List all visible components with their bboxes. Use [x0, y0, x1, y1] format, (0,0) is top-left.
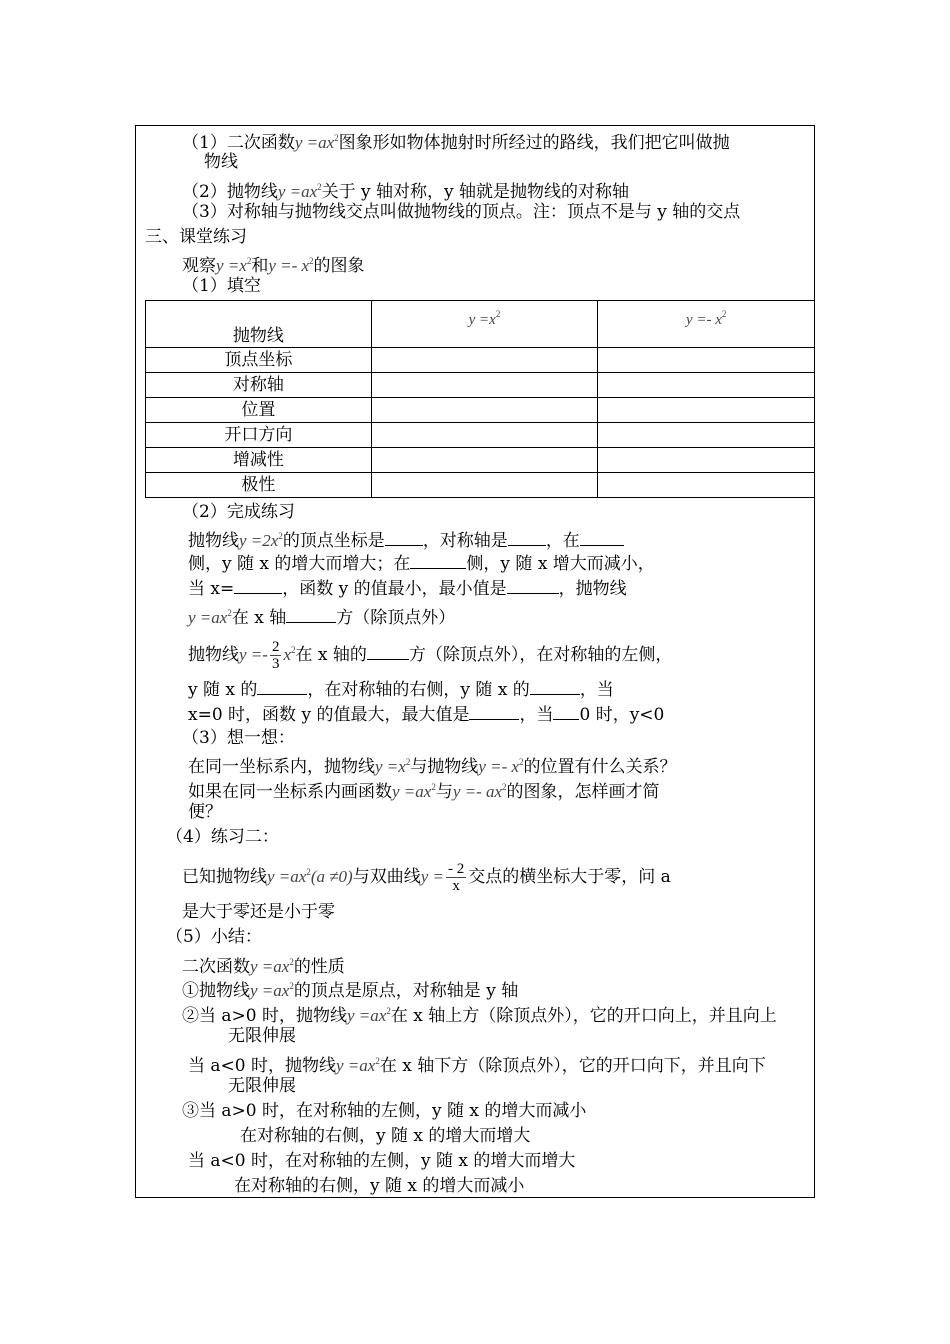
fraction: $\frac{2}{3}$ [271, 639, 280, 672]
table-row-label: 增减性 [146, 448, 372, 473]
ex5-line-2c: 无限伸展 [228, 1026, 296, 1046]
ex3-line-c: 便？ [188, 802, 222, 822]
blank[interactable] [234, 577, 282, 594]
text: （1）二次函数 [182, 133, 295, 153]
table-header-y-neg-x2: $y =- x^2$ [598, 301, 815, 348]
condition: (a ≠0) [310, 867, 353, 886]
section-heading: 三、课堂练习 [145, 227, 247, 247]
blank[interactable] [257, 678, 307, 695]
ex5-line-2: ②当 a>0 时，抛物线$y =ax^2$在 x 轴上方（除顶点外），它的开口向上，并且向上 [182, 1006, 777, 1026]
blank[interactable] [286, 606, 336, 623]
table-row-label: 位置 [146, 398, 372, 423]
ex5-line-3: 当 a<0 时，抛物线$y =ax^2$在 x 轴下方（除顶点外），它的开口向下，并且向下 [188, 1056, 766, 1076]
fraction: $\frac{- 2}{x}$ [448, 861, 465, 894]
ex5-line-6: 当 a<0 时，在对称轴的左侧，y 随 x 的增大而增大 [188, 1151, 576, 1171]
table-cell[interactable] [371, 423, 598, 448]
ex2-line-g: x=0 时，函数 y 的值最大，最大值是 ，当 0 时，y<0 [188, 705, 665, 725]
blank[interactable] [580, 529, 624, 546]
table-cell[interactable] [598, 398, 815, 423]
table-cell[interactable] [598, 423, 815, 448]
blank[interactable] [469, 703, 519, 720]
table-header-parabola: 抛物线 [146, 301, 372, 348]
ex3-label: （3）想一想： [182, 728, 295, 748]
ex5-label: （5）小结： [166, 927, 262, 947]
table-cell[interactable] [371, 348, 598, 373]
blank[interactable] [507, 577, 559, 594]
table-cell[interactable] [598, 373, 815, 398]
ex5-line-0: 二次函数$y =ax^2$的性质 [182, 957, 345, 977]
intro-line-1b: 物线 [204, 152, 238, 172]
blank[interactable] [508, 529, 546, 546]
blank[interactable] [553, 703, 579, 720]
intro-line-1 [182, 127, 730, 154]
blank[interactable] [530, 678, 580, 695]
ex3-line-a: 在同一坐标系内，抛物线$y =x^2$与抛物线$y =- x^2$的位置有什么关系？ [188, 757, 677, 777]
ex2-label: （2）完成练习 [182, 502, 295, 522]
ex4-line-a: 已知抛物线$y =ax^2(a \ne 0)$与双曲线y = $\frac{- 2}{x}$ 交点的横坐标大于零，问 a [182, 861, 671, 894]
table-cell[interactable] [598, 473, 815, 498]
table-row-label: 对称轴 [146, 373, 372, 398]
table-row-label: 极性 [146, 473, 372, 498]
ex4-label: （4）练习二： [166, 827, 279, 847]
blank[interactable] [385, 529, 423, 546]
ex2-line-e: 抛物线y =- $\frac{2}{3}$ $x^2$在 x 轴的 方（除顶点外），在对称轴的左侧， [188, 639, 673, 672]
table-cell[interactable] [371, 473, 598, 498]
blank[interactable] [410, 552, 466, 569]
table-cell[interactable] [598, 448, 815, 473]
intro-line-3: （3）对称轴与抛物线交点叫做抛物线的顶点。注：顶点不是与 y 轴的交点 [182, 202, 741, 222]
table-row-label: 顶点坐标 [146, 348, 372, 373]
ex5-line-7: 在对称轴的右侧，y 随 x 的增大而减小 [234, 1176, 525, 1196]
ex2-line-c: 当 x= ，函数 y 的值最小，最小值是 ，抛物线 [188, 579, 627, 599]
table-header-y-x2: $y =x^2$ [371, 301, 598, 348]
table-cell[interactable] [371, 448, 598, 473]
ex4-line-b: 是大于零还是小于零 [182, 902, 335, 922]
table-cell[interactable] [371, 398, 598, 423]
fill-table [145, 300, 815, 498]
ex5-line-3c: 无限伸展 [228, 1076, 296, 1096]
fill-label: （1）填空 [182, 276, 261, 296]
ex5-line-1: ①抛物线$y =ax^2$的顶点是原点，对称轴是 y 轴 [182, 981, 519, 1001]
table-row-label: 开口方向 [146, 423, 372, 448]
table-cell[interactable] [371, 373, 598, 398]
ex5-line-4: ③当 a>0 时，在对称轴的左侧，y 随 x 的增大而减小 [182, 1101, 587, 1121]
blank[interactable] [367, 643, 409, 660]
ex2-line-b: 侧，y 随 x 的增大而增大；在 侧，y 随 x 增大而减小， [188, 554, 655, 574]
formula: $y =ax^2$ [294, 133, 339, 152]
ex2-line-d: $y =ax^2$在 x 轴 方（除顶点外） [188, 608, 456, 628]
ex2-line-f: y 随 x 的 ，在对称轴的右侧，y 随 x 的 ，当 [188, 680, 614, 700]
text: 图象形如物体抛射时所经过的路线，我们把它叫做抛 [338, 133, 730, 153]
ex2-line-a: 抛物线$y =2x^2$的顶点坐标是 ，对称轴是 ，在 [188, 525, 624, 552]
ex5-line-5: 在对称轴的右侧，y 随 x 的增大而增大 [240, 1126, 531, 1146]
ex3-line-b: 如果在同一坐标系内画函数$y =ax^2$与$y =- ax^2$的图象，怎样画才简 [188, 782, 660, 802]
table-cell[interactable] [598, 348, 815, 373]
intro-line-2: （2）抛物线$y =ax^2$关于 y 轴对称，y 轴就是抛物线的对称轴 [182, 182, 630, 202]
observe-line: 观察$y =x^2$和$y =- x^2$的图象 [182, 256, 365, 276]
